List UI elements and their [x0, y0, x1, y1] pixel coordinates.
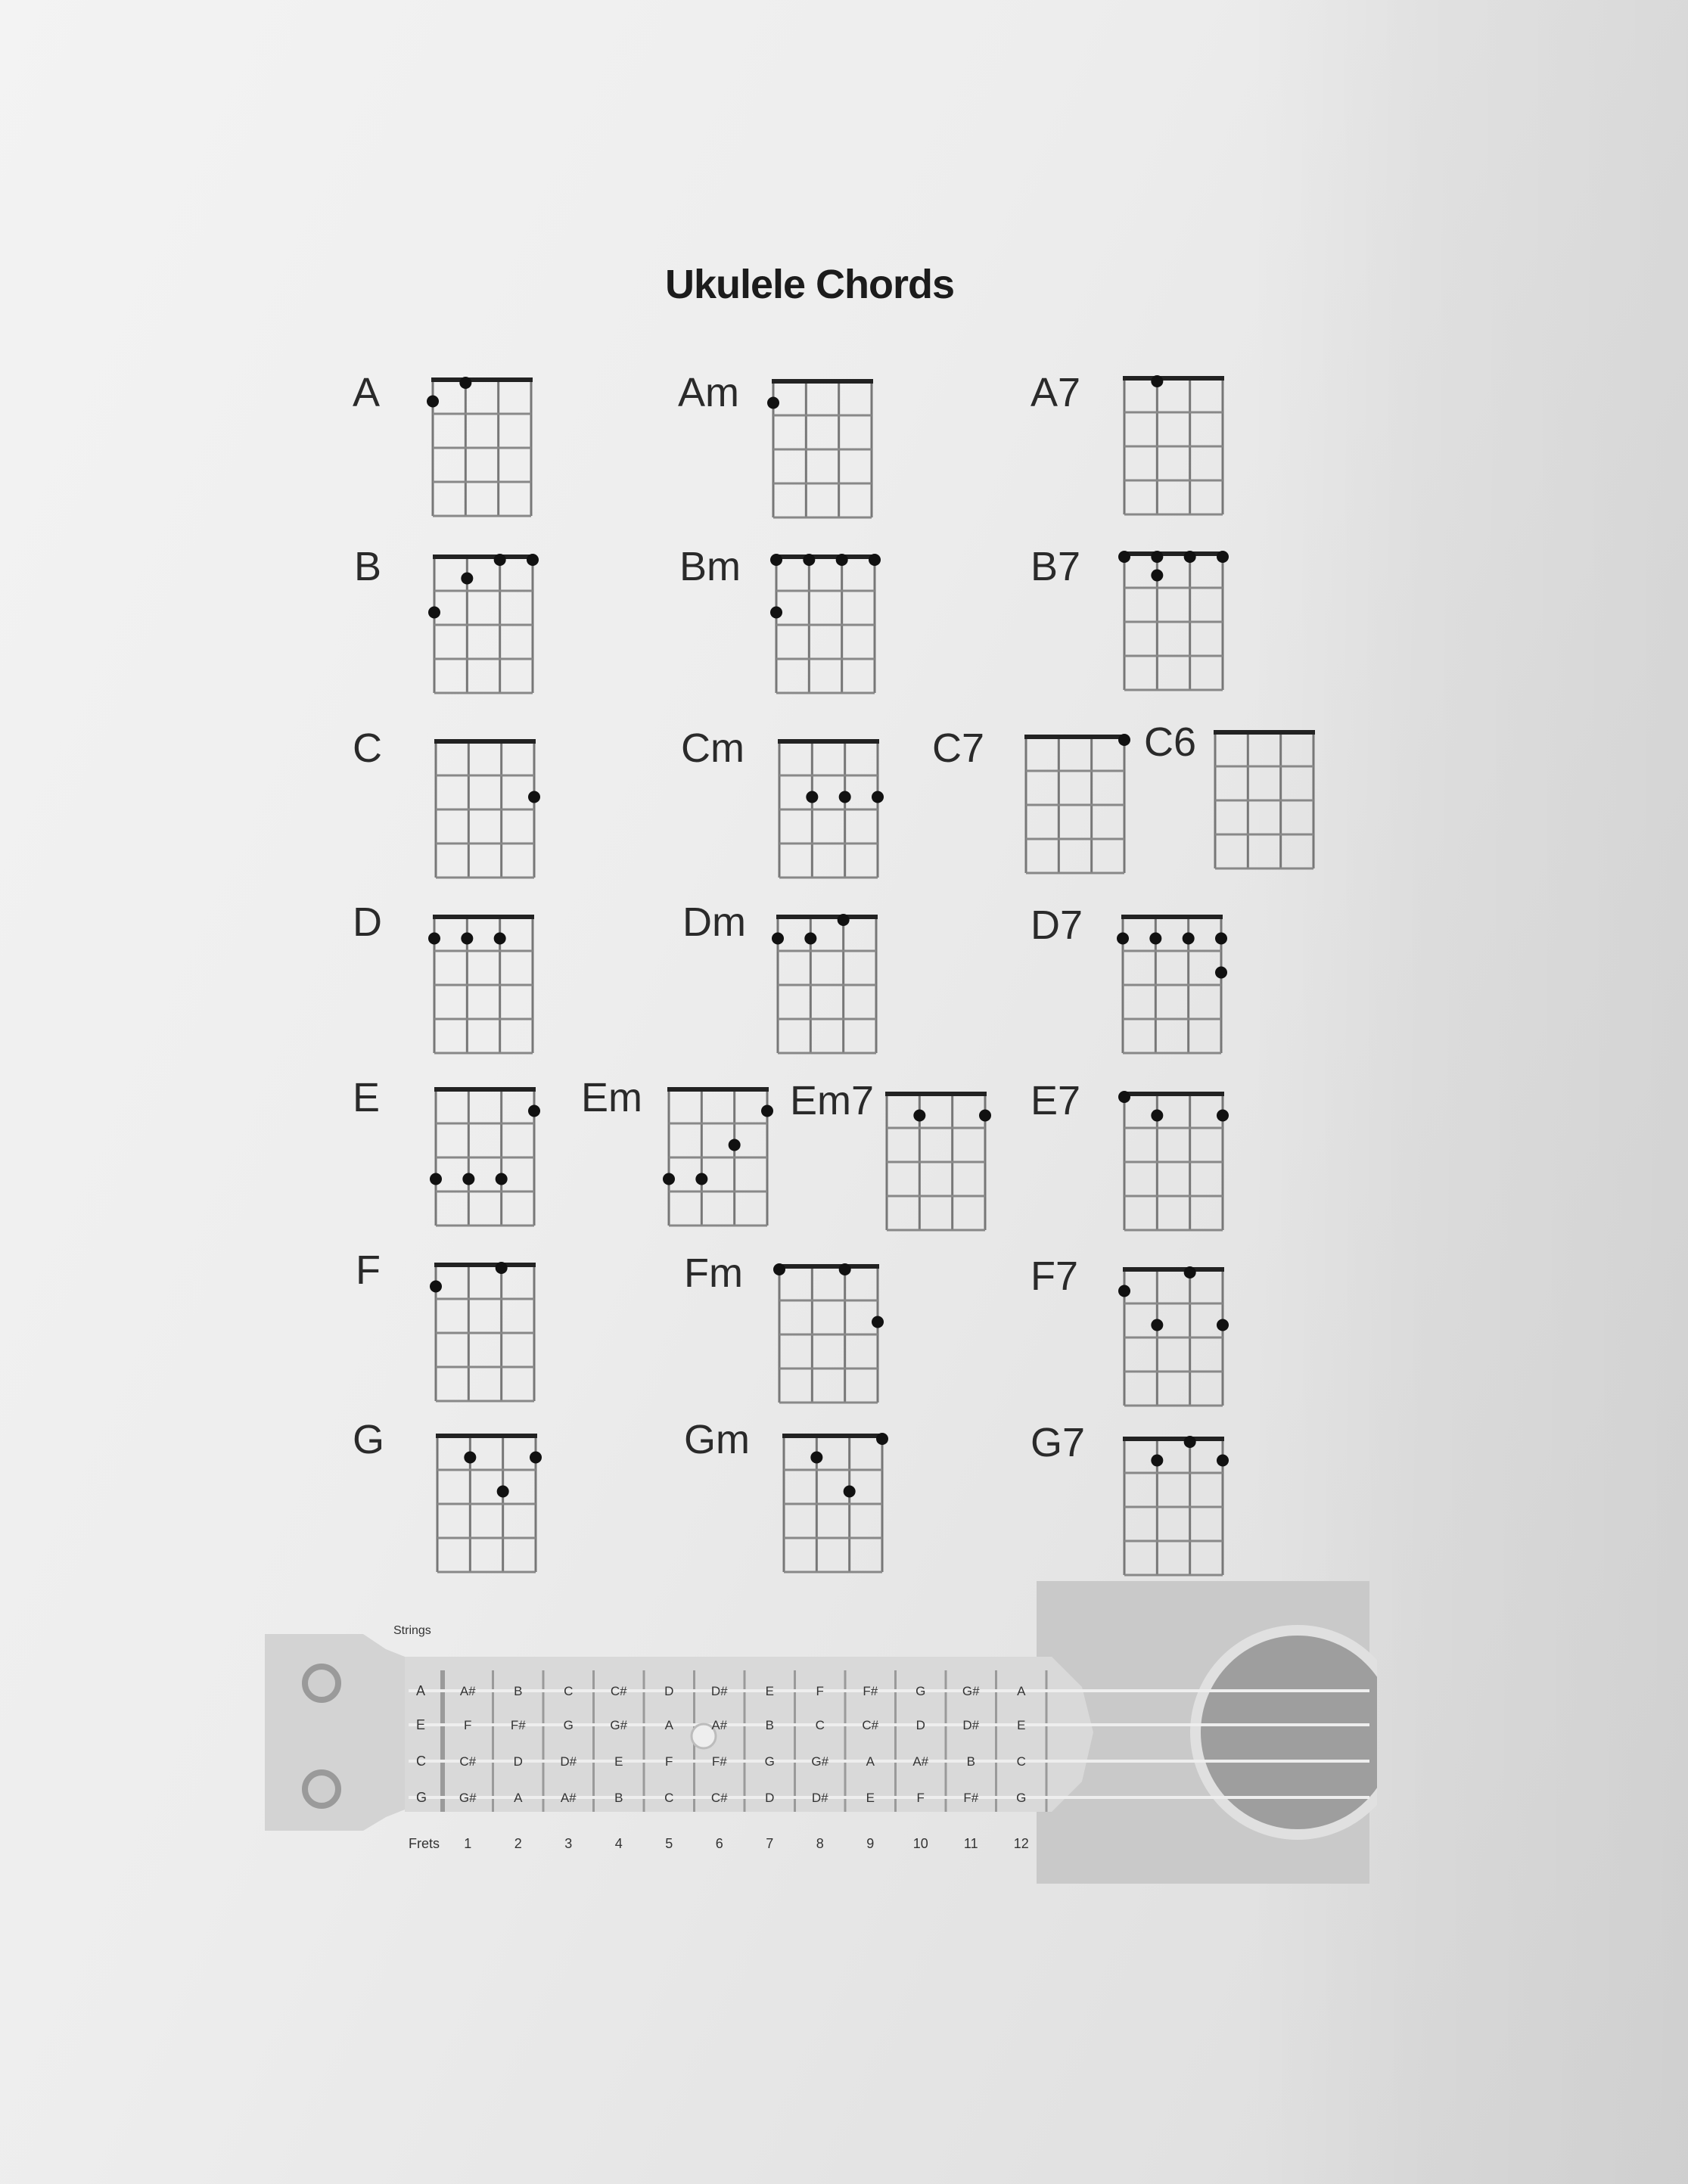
fret-number-label: 4	[614, 1836, 623, 1851]
finger-dot	[913, 1110, 925, 1122]
chord-diagram-b7	[1115, 545, 1232, 699]
note-label: E	[1017, 1718, 1026, 1732]
note-label: F	[816, 1684, 824, 1698]
finger-dot	[1217, 1110, 1229, 1122]
finger-dot	[459, 377, 471, 389]
chord-label-b: B	[354, 544, 382, 589]
note-label: D	[915, 1718, 925, 1732]
chord-grid	[767, 548, 884, 702]
finger-dot	[1184, 1436, 1196, 1448]
finger-dot	[461, 933, 473, 945]
chord-label-d7: D7	[1031, 902, 1083, 948]
finger-dot	[1217, 551, 1229, 563]
chord-grid	[769, 908, 885, 1062]
tuning-peg-icon	[305, 1772, 338, 1806]
finger-dot	[1184, 551, 1196, 563]
note-label: A#	[912, 1754, 929, 1769]
fret-number-label: 6	[715, 1836, 723, 1851]
note-label: D#	[811, 1791, 828, 1805]
chord-diagram-bm	[767, 548, 884, 702]
finger-dot	[462, 1173, 474, 1185]
tuning-peg-icon	[305, 1667, 338, 1700]
chord-grid	[770, 1257, 887, 1412]
note-label: G#	[610, 1718, 628, 1732]
finger-dot	[1151, 1110, 1163, 1122]
chord-grid	[424, 371, 540, 525]
open-string-label: E	[416, 1717, 426, 1732]
finger-dot	[528, 791, 540, 803]
chord-diagram-a7	[1115, 369, 1232, 523]
chord-label-g: G	[353, 1417, 385, 1462]
chord-diagram-e	[427, 1080, 543, 1235]
note-label: C	[664, 1791, 674, 1805]
note-label: C	[1016, 1754, 1026, 1769]
finger-dot	[772, 933, 784, 945]
fret-number-label: 12	[1013, 1836, 1029, 1851]
finger-dot	[1117, 933, 1129, 945]
note-label: F#	[510, 1718, 526, 1732]
note-label: C#	[610, 1684, 627, 1698]
chord-diagram-dm	[769, 908, 885, 1062]
note-label: A	[514, 1791, 523, 1805]
finger-dot	[494, 933, 506, 945]
chord-grid	[770, 732, 887, 887]
fret-number-label: 10	[912, 1836, 928, 1851]
finger-dot	[430, 1281, 442, 1293]
finger-dot	[839, 1263, 851, 1275]
chord-label-f: F	[356, 1247, 381, 1293]
finger-dot	[839, 791, 851, 803]
note-label: F#	[863, 1684, 878, 1698]
finger-dot	[804, 933, 816, 945]
chord-diagram-f	[427, 1256, 543, 1410]
note-label: F#	[963, 1791, 979, 1805]
fret-number-label: 5	[665, 1836, 673, 1851]
note-label: D#	[962, 1718, 980, 1732]
finger-dot	[838, 914, 850, 926]
finger-dot	[1151, 1319, 1163, 1331]
note-label: G	[1016, 1791, 1027, 1805]
chord-label-em7: Em7	[790, 1078, 875, 1123]
finger-dot	[496, 1262, 508, 1274]
finger-dot	[761, 1105, 773, 1117]
chord-diagram-fm	[770, 1257, 887, 1412]
note-label: E	[614, 1754, 623, 1769]
frets-label: Frets	[409, 1836, 440, 1851]
chord-diagram-c7	[1017, 728, 1133, 882]
note-label: F	[665, 1754, 673, 1769]
chord-label-a: A	[353, 370, 381, 415]
note-label: G	[764, 1754, 775, 1769]
neck	[405, 1657, 1093, 1812]
note-label: F	[464, 1718, 472, 1732]
finger-dot	[695, 1173, 707, 1185]
chord-diagram-g7	[1115, 1430, 1232, 1584]
chord-diagram-gm	[775, 1427, 891, 1581]
chord-grid	[764, 372, 881, 527]
chord-label-f7: F7	[1031, 1254, 1079, 1299]
chord-diagram-g	[428, 1427, 545, 1581]
finger-dot	[1217, 1319, 1229, 1331]
finger-dot	[464, 1452, 476, 1464]
chord-grid	[425, 548, 542, 702]
chord-label-e7: E7	[1031, 1078, 1081, 1123]
finger-dot	[876, 1433, 888, 1445]
chord-diagram-cm	[770, 732, 887, 887]
fret-number-label: 7	[766, 1836, 774, 1851]
chord-grid	[1115, 1260, 1232, 1415]
chord-label-em: Em	[581, 1075, 642, 1120]
finger-dot	[767, 397, 779, 409]
chord-grid	[660, 1080, 776, 1235]
chord-label-gm: Gm	[684, 1417, 750, 1462]
page-title: Ukulele Chords	[664, 262, 955, 307]
chord-diagram-c	[427, 732, 543, 887]
chord-label-fm: Fm	[684, 1250, 743, 1296]
note-label: B	[966, 1754, 975, 1769]
chord-grid	[425, 908, 542, 1062]
finger-dot	[527, 554, 539, 566]
note-label: C	[815, 1718, 825, 1732]
note-label: D#	[710, 1684, 728, 1698]
open-string-label: A	[416, 1683, 426, 1698]
chord-grid	[1206, 723, 1323, 878]
note-label: A#	[711, 1718, 728, 1732]
chord-diagram-f7	[1115, 1260, 1232, 1415]
open-string-label: C	[416, 1754, 426, 1769]
finger-dot	[1215, 933, 1227, 945]
chord-label-d: D	[353, 899, 382, 945]
note-label: G#	[459, 1791, 477, 1805]
finger-dot	[872, 791, 884, 803]
note-label: C	[564, 1684, 574, 1698]
chord-label-bm: Bm	[679, 544, 741, 589]
note-label: G#	[962, 1684, 980, 1698]
chord-grid	[1115, 545, 1232, 699]
note-label: D	[765, 1791, 775, 1805]
note-label: A	[866, 1754, 875, 1769]
note-label: F#	[711, 1754, 727, 1769]
chord-label-am: Am	[678, 370, 739, 415]
finger-dot	[430, 1173, 442, 1185]
finger-dot	[770, 554, 782, 566]
ukulele-fretboard	[257, 1574, 1377, 1891]
note-label: A#	[459, 1684, 476, 1698]
chord-diagram-e7	[1115, 1085, 1232, 1239]
chord-label-a7: A7	[1031, 370, 1081, 415]
note-label: B	[614, 1791, 623, 1805]
chord-grid	[1115, 1085, 1232, 1239]
chord-grid	[427, 1256, 543, 1410]
note-label: E	[866, 1791, 875, 1805]
fret-number-label: 3	[564, 1836, 573, 1851]
finger-dot	[1149, 933, 1161, 945]
fret-number-label: 2	[514, 1836, 522, 1851]
note-label: E	[765, 1684, 774, 1698]
note-label: A#	[560, 1791, 577, 1805]
chord-diagram-em	[660, 1080, 776, 1235]
note-label: F	[916, 1791, 925, 1805]
chord-label-c: C	[353, 725, 382, 771]
finger-dot	[1118, 734, 1130, 746]
chord-diagram-a	[424, 371, 540, 525]
chord-label-cm: Cm	[681, 725, 745, 771]
note-label: D	[513, 1754, 523, 1769]
chord-grid	[1115, 369, 1232, 523]
note-label: B	[514, 1684, 523, 1698]
fret-number-label: 11	[963, 1836, 978, 1851]
open-string-label: G	[416, 1790, 427, 1805]
chord-label-c7: C7	[932, 725, 985, 771]
finger-dot	[427, 396, 439, 408]
finger-dot	[1151, 570, 1163, 582]
finger-dot	[729, 1139, 741, 1151]
finger-dot	[1118, 1285, 1130, 1297]
note-label: A	[1017, 1684, 1026, 1698]
chord-grid	[1114, 908, 1230, 1062]
note-label: G	[915, 1684, 926, 1698]
note-label: C#	[459, 1754, 477, 1769]
finger-dot	[810, 1452, 822, 1464]
chord-grid	[428, 1427, 545, 1581]
finger-dot	[869, 554, 881, 566]
finger-dot	[770, 607, 782, 619]
chord-label-c6: C6	[1144, 719, 1197, 765]
finger-dot	[494, 554, 506, 566]
fret-number-label: 8	[816, 1836, 824, 1851]
note-label: B	[765, 1718, 774, 1732]
finger-dot	[428, 607, 440, 619]
chord-diagram-d	[425, 908, 542, 1062]
finger-dot	[530, 1452, 542, 1464]
chord-diagram-d7	[1114, 908, 1230, 1062]
finger-dot	[1215, 967, 1227, 979]
chord-grid	[1017, 728, 1133, 882]
chord-diagram-c6	[1206, 723, 1323, 878]
finger-dot	[803, 554, 815, 566]
finger-dot	[1151, 1455, 1163, 1467]
chord-diagram-em7	[878, 1085, 994, 1239]
finger-dot	[496, 1173, 508, 1185]
note-label: D	[664, 1684, 674, 1698]
note-label: C#	[710, 1791, 728, 1805]
strings-label: Strings	[393, 1624, 431, 1637]
finger-dot	[528, 1105, 540, 1117]
chord-label-b7: B7	[1031, 544, 1081, 589]
sound-hole	[1195, 1630, 1377, 1834]
chord-grid	[878, 1085, 994, 1239]
finger-dot	[461, 573, 473, 585]
chord-diagram-b	[425, 548, 542, 702]
note-label: A	[664, 1718, 673, 1732]
finger-dot	[1151, 375, 1163, 387]
finger-dot	[836, 554, 848, 566]
note-label: D#	[560, 1754, 577, 1769]
note-label: G#	[811, 1754, 829, 1769]
finger-dot	[872, 1316, 884, 1328]
finger-dot	[773, 1263, 785, 1275]
finger-dot	[1217, 1455, 1229, 1467]
finger-dot	[1118, 551, 1130, 563]
fret-number-label: 9	[866, 1836, 875, 1851]
finger-dot	[806, 791, 818, 803]
chord-grid	[1115, 1430, 1232, 1584]
finger-dot	[1183, 933, 1195, 945]
chord-label-e: E	[353, 1075, 381, 1120]
chord-grid	[427, 732, 543, 887]
finger-dot	[1118, 1091, 1130, 1103]
finger-dot	[979, 1110, 991, 1122]
chord-grid	[775, 1427, 891, 1581]
fret-number-label: 1	[464, 1836, 472, 1851]
finger-dot	[1151, 551, 1163, 563]
chord-label-g7: G7	[1031, 1420, 1086, 1465]
note-label: G	[563, 1718, 574, 1732]
finger-dot	[428, 933, 440, 945]
finger-dot	[497, 1486, 509, 1498]
chord-diagram-am	[764, 372, 881, 527]
note-label: C#	[862, 1718, 879, 1732]
finger-dot	[663, 1173, 675, 1185]
chord-grid	[427, 1080, 543, 1235]
finger-dot	[1184, 1266, 1196, 1278]
chord-label-dm: Dm	[682, 899, 746, 945]
finger-dot	[844, 1486, 856, 1498]
